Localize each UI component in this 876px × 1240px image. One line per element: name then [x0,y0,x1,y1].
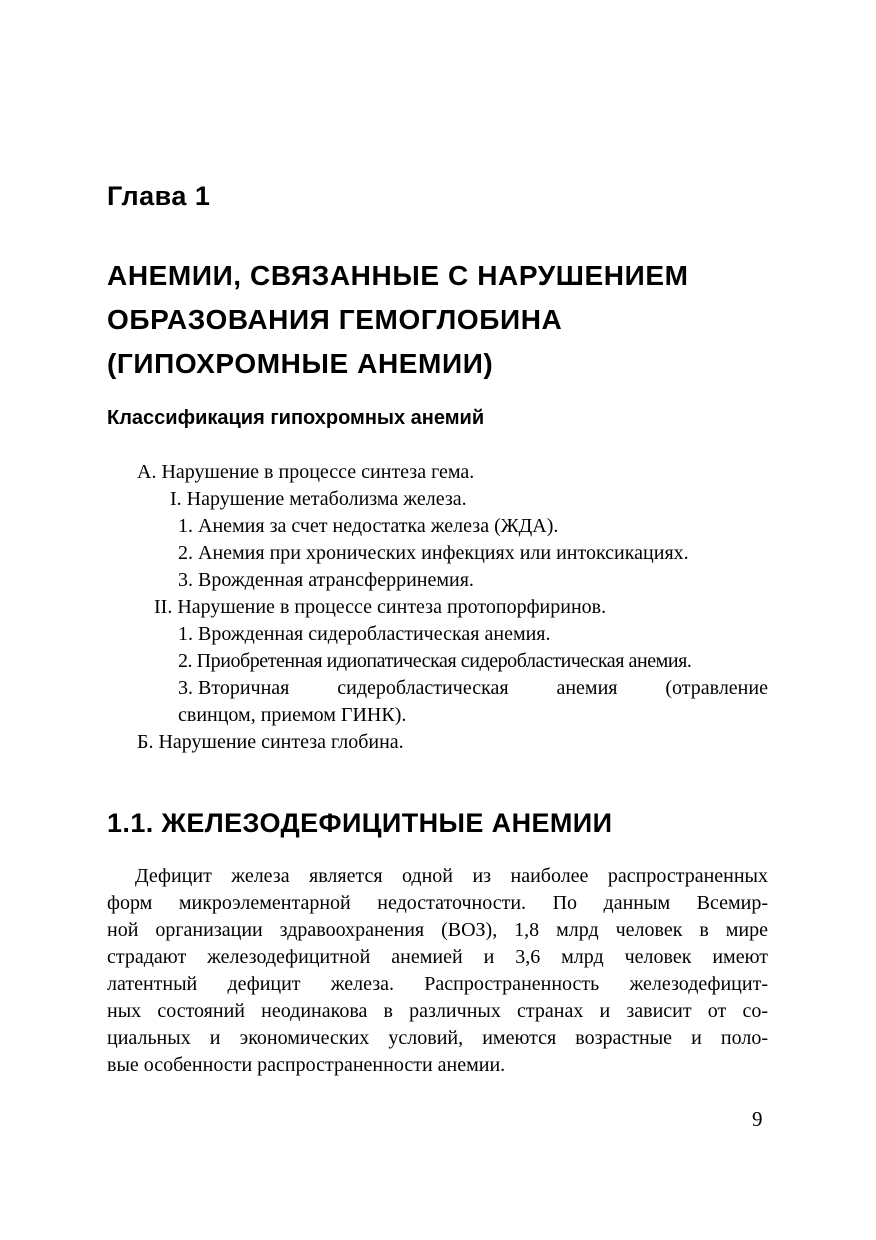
outline-item-continuation: свинцом, приемом ГИНК). [178,704,407,726]
chapter-title-line: ОБРАЗОВАНИЯ ГЕМОГЛОБИНА [107,304,563,335]
outline-item-a-i-1: 1. Анемия за счет недостатка железа (ЖДА). [178,515,559,537]
outline-item-a-i: I. Нарушение метаболизма железа. [170,488,467,510]
chapter-title [107,254,807,386]
outline-item-a-ii: II. Нарушение в процессе синтеза протопорфиринов. [154,596,607,618]
outline-word: 3. Вторичная [178,677,290,699]
paragraph-line: Дефицит железа является одной из наиболее распространенных [135,865,768,887]
outline-item-a-ii-1: 1. Врожденная сидеробластическая анемия. [178,623,551,645]
outline-item-a: А. Нарушение в процессе синтеза гема. [137,461,475,483]
outline-word: сидеробластическая [337,677,509,699]
paragraph-line: ной организации здравоохранения (ВОЗ), 1,8 млрд человек в мире [107,919,768,941]
chapter-label: Глава 1 [107,181,211,211]
outline-item-a-ii-2: 2. Приобретенная идиопатическая сидеробластическая анемия. [178,650,692,672]
outline-word: (отравление [665,677,768,699]
paragraph-line: страдают железодефицитной анемией и 3,6 млрд человек имеют [107,946,768,968]
body-paragraph [107,863,768,1079]
paragraph-line: циальных и экономических условий, имеются возрастные и поло- [107,1027,768,1049]
outline-item-a-ii-3 [178,675,768,729]
classification-heading: Классификация гипохромных анемий [107,407,485,429]
outline-item-b: Б. Нарушение синтеза глобина. [137,731,404,753]
chapter-title-line: АНЕМИИ, СВЯЗАННЫЕ С НАРУШЕНИЕМ [107,260,689,291]
page-number: 9 [752,1107,763,1131]
paragraph-line: вые особенности распространенности анемии. [107,1054,506,1076]
section-heading: 1.1. ЖЕЛЕЗОДЕФИЦИТНЫЕ АНЕМИИ [107,808,613,838]
outline-item-a-i-2: 2. Анемия при хронических инфекциях или интоксикациях. [178,542,689,564]
outline-item-a-i-3: 3. Врожденная атрансферринемия. [178,569,474,591]
paragraph-line: латентный дефицит железа. Распространенность железодефицит- [107,973,768,995]
paragraph-line: ных состояний неодинакова в различных странах и зависит от со- [107,1000,768,1022]
chapter-title-line: (ГИПОХРОМНЫЕ АНЕМИИ) [107,348,494,379]
outline-word: анемия [556,677,618,699]
paragraph-line: форм микроэлементарной недостаточности. По данным Всемир- [107,892,768,914]
